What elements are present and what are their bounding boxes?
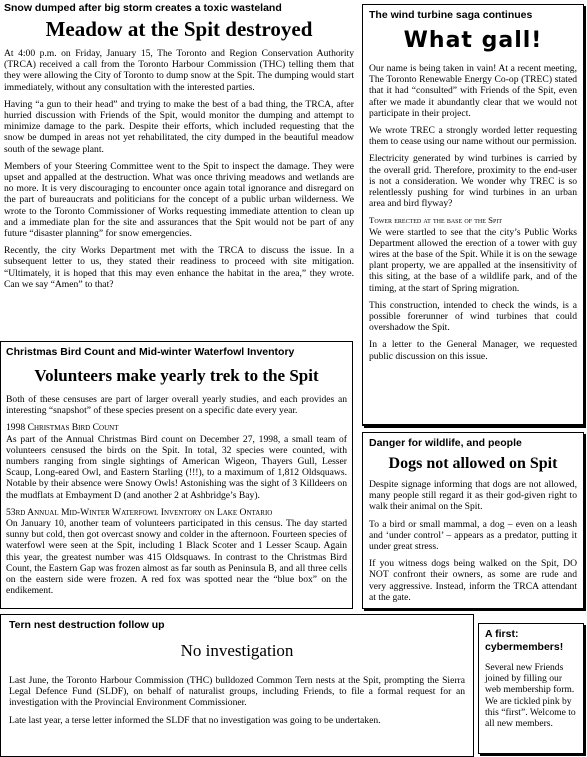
article-meadow	[0, 0, 358, 340]
bird-subhead-christmas: 1998 Christmas Bird Count	[6, 422, 119, 434]
article-tern-nest	[0, 614, 474, 757]
meadow-paragraph: Members of your Steering Committee went to the Spit to inspect the damage. They were upset and appalled at the destruction. What was once thriving meadows and wetlands are no more. It is very discouraging to encounter once again total ignorance and disregard on the part of bureaucrats and politicians for the concept of a public urban wilderness. We wrote to the Toronto Commissioner of Works requesting immediate attention to clean up and a immediate plan for the site and assurances that the Spit would not be part of any future “disaster planning” for snow emergencies.	[4, 160, 354, 240]
wind-paragraph: We wrote TREC a strongly worded letter requesting them to cease using our name without our permission.	[369, 125, 577, 148]
wind-paragraph: This construction, intended to check the winds, is a possible forerunner of wind turbines that could overshadow the Spit.	[369, 299, 577, 334]
wind-paragraph: Our name is being taken in vain! At a recent meeting, The Toronto Renewable Energy Co-op (TREC) stated that it had “consulted” with Friends of the Spit, even after we made it abundantly clear that we would not participate in their project.	[369, 63, 577, 119]
meadow-paragraph: At 4:00 p.m. on Friday, January 15, The Toronto and Region Conservation Authority (TRCA) received a call from the Toronto Harbour Commission (THC) telling them that they were allowing the City of Toronto to dump snow at the Spit. The dumping would start immediately, without any consultation with the interested parties.	[4, 48, 354, 93]
dogs-paragraph: If you witness dogs being walked on the Spit, DO NOT confront their owners, as some are rude and very aggressive. Instead, inform the TRCA attendant at the gate.	[369, 558, 577, 603]
dogs-paragraph: Despite signage informing that dogs are not allowed, many people still regard it as their god-given right to walk their animal on the Spit.	[369, 479, 577, 513]
wind-paragraph: Electricity generated by wind turbines is carried by the overall grid. Therefore, proximity to the end-user is not a consideration. We wonder why TREC is so relentlessly pushing for wind turbines in an urban area and bird flyway?	[369, 153, 577, 210]
meadow-paragraph: Having “a gun to their head” and trying to make the best of a bad thing, the TRCA, after hurried discussion with Friends of the Spit, would monitor the dumping and attempt to minimize damage to the park. Despite their efforts, which included requesting that the snow be dumped in areas not yet rehabilitated, the city dumped in the beautiful meadow south of the sewage plant.	[4, 98, 354, 155]
meadow-kicker: Snow dumped after big storm creates a toxic wasteland	[4, 2, 282, 14]
bird-intro: Both of these censuses are part of larger overall yearly studies, and each provides an interesting “snapshot” of these species present on a specific date every year.	[6, 394, 347, 417]
wind-paragraph: We were startled to see that the city’s Public Works Department allowed the erection of a tower with guy wires at the base of the Spit. While it is on the sewage plant property, we are appalled at the insensitivity of this siting, at the base of a wildlife park, and of the timing, at the start of Spring migration.	[369, 226, 577, 294]
dogs-kicker: Danger for wildlife, and people	[369, 437, 522, 449]
dogs-title: Dogs not allowed on Spit	[388, 455, 558, 472]
article-dogs	[362, 432, 584, 609]
wind-title: What gall!	[403, 28, 543, 53]
wind-subhead: Tower erected at the base of the Spit	[369, 215, 502, 226]
bird-paragraph: On January 10, another team of volunteers participated in this census. The day started sunny but cold, then got overcast snowy and colder in the afternoon. Fourteen species of waterfowl were seen at the Spit, including 1 Black Scoter and 1 Lesser Scaup. Again this year, the greatest number was 415 Oldsquaws. In contrast to the Christmas Bird Count, the Eastern Gap was frozen almost as far south as Peninsula B, and all three cells on the eastern side were frozen. A red fox was spotted near the “blue box” on the endikement.	[6, 518, 347, 597]
cyber-text: Several new Friends joined by filling our web membership form. We are tickled pink by this “first”. Welcome to all new members.	[485, 662, 576, 730]
article-wind-turbine	[362, 4, 584, 426]
tern-paragraph: Last June, the Toronto Harbour Commission (THC) bulldozed Common Tern nests at the Spit, prompting the Sierra Legal Defence Fund (SLDF), on behalf of naturalist groups, including Friends, to file a formal request for an investigation with the Provincial Environment Commissioner.	[9, 675, 465, 709]
tern-kicker: Tern nest destruction follow up	[9, 619, 165, 631]
bird-title: Volunteers make yearly trek to the Spit	[34, 366, 319, 385]
dogs-paragraph: To a bird or small mammal, a dog – even on a leash and ‘under control’ – appears as a predator, putting it under great stress.	[369, 518, 577, 553]
bird-subhead-waterfowl: 53rd Annual Mid-Winter Waterfowl Inventory on Lake Ontario	[6, 506, 273, 518]
bird-paragraph: As part of the Annual Christmas Bird count on December 27, 1998, a small team of volunteers censused the birds on the Spit. In total, 32 species were counted, with numbers ranging from single sightings of American Wigeon, Thayers Gull, Lesser Scaup, Long-eared Owl, and Eastern Starling (!!!), to a maximum of 1,812 Oldsquaws. Notable by their absence were Snowy Owls! Astonishing was the sight of 3 Killdeers on the mudflats at Embayment D (and another 2 at Ashbridge’s Bay).	[6, 433, 347, 501]
article-cybermembers	[478, 623, 584, 754]
meadow-paragraph: Recently, the city Works Department met with the TRCA to discuss the issue. In a subsequent letter to us, they stated their readiness to proceed with site mitigation. “Ultimately, it is hoped that this may even enhance the habitat in the area,” they wrote. Can we say “Amen” to that?	[4, 245, 354, 290]
cyber-kicker: A first: cybermembers!	[485, 628, 564, 653]
tern-paragraph: Late last year, a terse letter informed the SLDF that no investigation was going to be undertaken.	[9, 714, 381, 726]
meadow-title: Meadow at the Spit destroyed	[45, 17, 313, 41]
wind-kicker: The wind turbine saga continues	[369, 9, 533, 21]
article-bird-count	[0, 341, 353, 609]
wind-paragraph: In a letter to the General Manager, we requested public discussion on this issue.	[369, 339, 577, 362]
bird-kicker: Christmas Bird Count and Mid-winter Waterfowl Inventory	[6, 346, 295, 358]
tern-title: No investigation	[180, 641, 294, 660]
